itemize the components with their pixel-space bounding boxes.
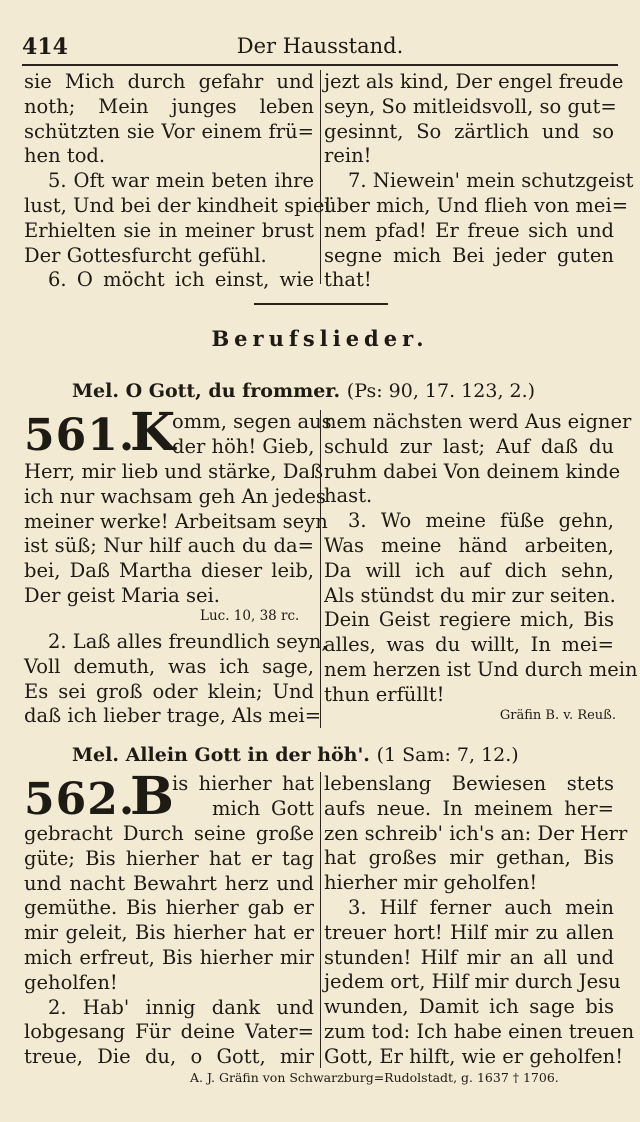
text-line: geholfen! <box>24 970 118 994</box>
text-line: hast. <box>324 484 373 508</box>
page-header <box>22 34 618 62</box>
hymn-562-melody <box>72 744 618 766</box>
text-line: hierher mir geholfen! <box>324 871 538 895</box>
text-line: 3. Hilf ferner auch mein <box>348 895 614 919</box>
text-line: treuer hort! Hilf mir zu allen <box>324 920 614 944</box>
hymn-561-melody <box>72 380 618 402</box>
text-line: ich nur wachsam geh An jedes <box>24 484 326 508</box>
text-line: segne mich Bei jeder guten <box>324 243 614 267</box>
melody-title: Mel. Allein Gott in der höh'. <box>72 744 370 766</box>
text-line: Was meine händ arbeiten, <box>324 533 614 557</box>
text-line: 6. O möcht ich einst, wie <box>48 268 314 292</box>
text-line: Erhielten sie in meiner brust <box>24 218 314 242</box>
text-line: wunden, Damit ich sage bis <box>324 995 614 1019</box>
text-line: noth; Mein junges leben <box>24 94 314 118</box>
text-line: gebracht Durch seine große <box>24 822 314 845</box>
text-line: hen tod. <box>24 144 106 168</box>
text-line: that! <box>324 268 372 292</box>
text-line: bei, Daß Martha dieser leib, <box>24 559 314 583</box>
text-line: daß ich lieber trage, Als mei= <box>24 704 322 728</box>
hymn-561-opening <box>172 410 332 460</box>
text-line: lebenslang Bewiesen stets <box>324 772 614 795</box>
text-line: der höh! Gieb, <box>172 434 315 458</box>
text-line: schützten sie Vor einem frü= <box>24 119 314 143</box>
text-line: nem pfad! Er freue sich und <box>324 218 614 242</box>
text-line: omm, segen aus <box>172 410 332 433</box>
text-line: lobgesang Für deine Vater= <box>24 1020 314 1044</box>
text-line: mich erfreut, Bis hierher mir <box>24 945 314 969</box>
text-line: nem nächsten werd Aus eigner <box>324 410 632 433</box>
text-line: jedem ort, Hilf mir durch Jesu <box>324 970 621 994</box>
text-line: 2. Hab' innig dank und <box>48 995 314 1019</box>
text-line: 5. Oft war mein beten ihre <box>48 169 314 193</box>
text-line: güte; Bis hierher hat er tag <box>24 846 314 870</box>
hymn-562-opening <box>172 772 314 822</box>
column-divider <box>320 410 321 728</box>
text-line: 7. Niewein' mein schutzgeist <box>348 169 634 193</box>
text-line: alles, was du willt, In mei= <box>324 633 614 657</box>
source-note: Luc. 10, 38 rc. <box>200 608 300 624</box>
scripture-reference: (Ps: 90, 17. 123, 2.) <box>346 380 536 402</box>
text-line: nem herzen ist Und durch mein <box>324 657 638 681</box>
text-line: mich Gott <box>212 796 314 820</box>
text-line: über mich, Und flieh von mei= <box>324 193 629 217</box>
text-line: und nacht Bewahrt herz und <box>24 871 314 895</box>
hymn-561-author: Gräfin B. v. Reuß. <box>499 708 616 723</box>
text-line: seyn, So mitleidsvoll, so gut= <box>324 94 617 118</box>
text-line: treue, Die du, o Gott, mir <box>24 1045 314 1069</box>
text-line: zen schreib' ich's an: Der Herr <box>324 821 628 845</box>
hymn-561-right-column <box>324 410 638 708</box>
text-line: is hierher hat <box>172 772 314 795</box>
text-line: sie Mich durch gefahr und <box>24 70 314 93</box>
hymn-562-right-column <box>324 772 635 1070</box>
text-line: Als stündst du mir zur seiten. <box>324 583 616 607</box>
text-line: schuld zur last; Auf daß du <box>324 434 614 458</box>
text-line: 2. Laß alles freundlich seyn, <box>48 630 328 653</box>
column-divider <box>320 772 321 1068</box>
text-line: stunden! Hilf mir an all und <box>324 945 614 969</box>
running-title: Der Hausstand. <box>236 34 404 58</box>
text-line: Es sei groß oder klein; Und <box>24 679 314 703</box>
top-left-column <box>24 70 331 293</box>
text-line: Da will ich auf dich sehn, <box>324 558 614 582</box>
column-divider <box>320 70 321 284</box>
text-line: Der geist Maria sei. <box>24 583 220 607</box>
text-line: hat großes mir gethan, Bis <box>324 846 614 870</box>
header-rule <box>22 64 618 66</box>
text-line: meiner werke! Arbeitsam seyn <box>24 509 328 533</box>
text-line: ruhm dabei Von deinem kinde <box>324 459 621 483</box>
text-line: lust, Und bei der kindheit spiel <box>24 193 331 217</box>
text-line: Voll demuth, was ich sage, <box>24 654 314 678</box>
text-line: jezt als kind, Der engel freude <box>324 70 624 93</box>
section-title: Berufslieder. <box>211 326 429 351</box>
text-line: thun erfüllt! <box>324 682 445 706</box>
section-rule <box>254 303 388 305</box>
hymn-561-left-column <box>24 460 328 609</box>
initial-capital: B <box>130 766 174 827</box>
text-line: gesinnt, So zärtlich und so <box>324 119 614 143</box>
text-line: ist süß; Nur hilf auch du da= <box>24 534 314 558</box>
text-line: aufs neue. In meinem her= <box>324 796 614 820</box>
text-line: 3. Wo meine füße gehn, <box>348 509 614 533</box>
hymn-number-561: 561. <box>24 410 136 461</box>
page-number: 414 <box>22 34 68 60</box>
hymn-561-left-column-2 <box>24 630 328 729</box>
text-line: Gott, Er hilft, wie er geholfen! <box>324 1044 624 1068</box>
hymn-number-562: 562. <box>24 774 136 825</box>
initial-capital: K <box>130 402 176 463</box>
scripture-reference: (1 Sam: 7, 12.) <box>376 744 519 766</box>
text-line: zum tod: Ich habe einen treuen <box>324 1019 635 1043</box>
hymn-562-left-column <box>24 822 314 1070</box>
melody-title: Mel. O Gott, du frommer. <box>72 380 341 402</box>
text-line: Dein Geist regiere mich, Bis <box>324 608 614 632</box>
text-line: Der Gottesfurcht gefühl. <box>24 243 267 267</box>
text-line: Herr, mir lieb und stärke, Daß <box>24 460 324 483</box>
text-line: rein! <box>324 144 372 168</box>
hymn-562-author: A. J. Gräfin von Schwarzburg=Rudolstadt, g. 1637 † 1706. <box>190 1070 559 1085</box>
text-line: gemüthe. Bis hierher gab er <box>24 896 314 920</box>
top-right-column <box>324 70 634 293</box>
text-line: mir geleit, Bis hierher hat er <box>24 921 314 945</box>
